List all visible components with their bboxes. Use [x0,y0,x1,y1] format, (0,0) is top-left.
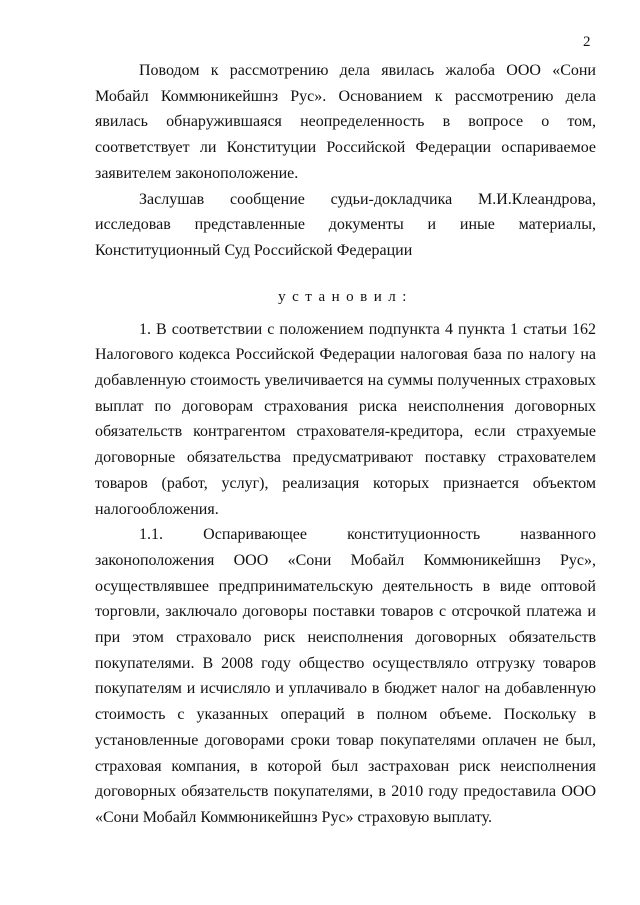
page-number: 2 [583,34,591,50]
document-body [95,58,596,831]
section-heading-established: установил: [278,288,413,305]
paragraph-section-1-1: 1.1. Оспаривающее конституционность названного законоположения ООО «Сони Мобайл Коммюникейшнз Рус», осуществлявшее предпринимательскую деятельность в виде оптовой торговли, заключало договоры поставки товаров с отсрочкой платежа и при этом страховало риск неисполнения договорных обязательств покупателями. В 2008 году общество осуществляло отгрузку товаров покупателям и исчисляло и уплачивало в бюджет налог на добавленную стоимость с указанных операций в полном объеме. Поскольку в установленные договорами сроки товар покупателями оплачен не был, страховая компания, в которой был застрахован риск неисполнения договорных обязательств покупателями, в 2010 году предоставила ООО «Сони Мобайл Коммюникейшнз Рус» страховую выплату. [95,526,596,826]
paragraph-complaint: Поводом к рассмотрению дела явилась жалоба ООО «Сони Мобайл Коммюникейшнз Рус». Основанием к рассмотрению дела явилась обнаружившаяся неопределенность в вопросе о том, соответствует ли Конституции Российской Федерации оспариваемое заявителем законоположение. [95,62,596,182]
paragraph-hearing: Заслушав сообщение судьи-докладчика М.И.Клеандрова, исследовав представленные документы и иные материалы, Конституционный Суд Российской Федерации [95,190,596,259]
paragraph-section-1: 1. В соответствии с положением подпункта 4 пункта 1 статьи 162 Налогового кодекса Российской Федерации налоговая база по налогу на добавленную стоимость увеличивается на суммы полученных страховых выплат по договорам страхования риска неисполнения договорных обязательств контрагентом страхователя-кредитора, если страхуемые договорные обязательства предусматривают поставку страхователем товаров (работ, услуг), реализация которых признается объектом налогообложения. [95,320,596,518]
